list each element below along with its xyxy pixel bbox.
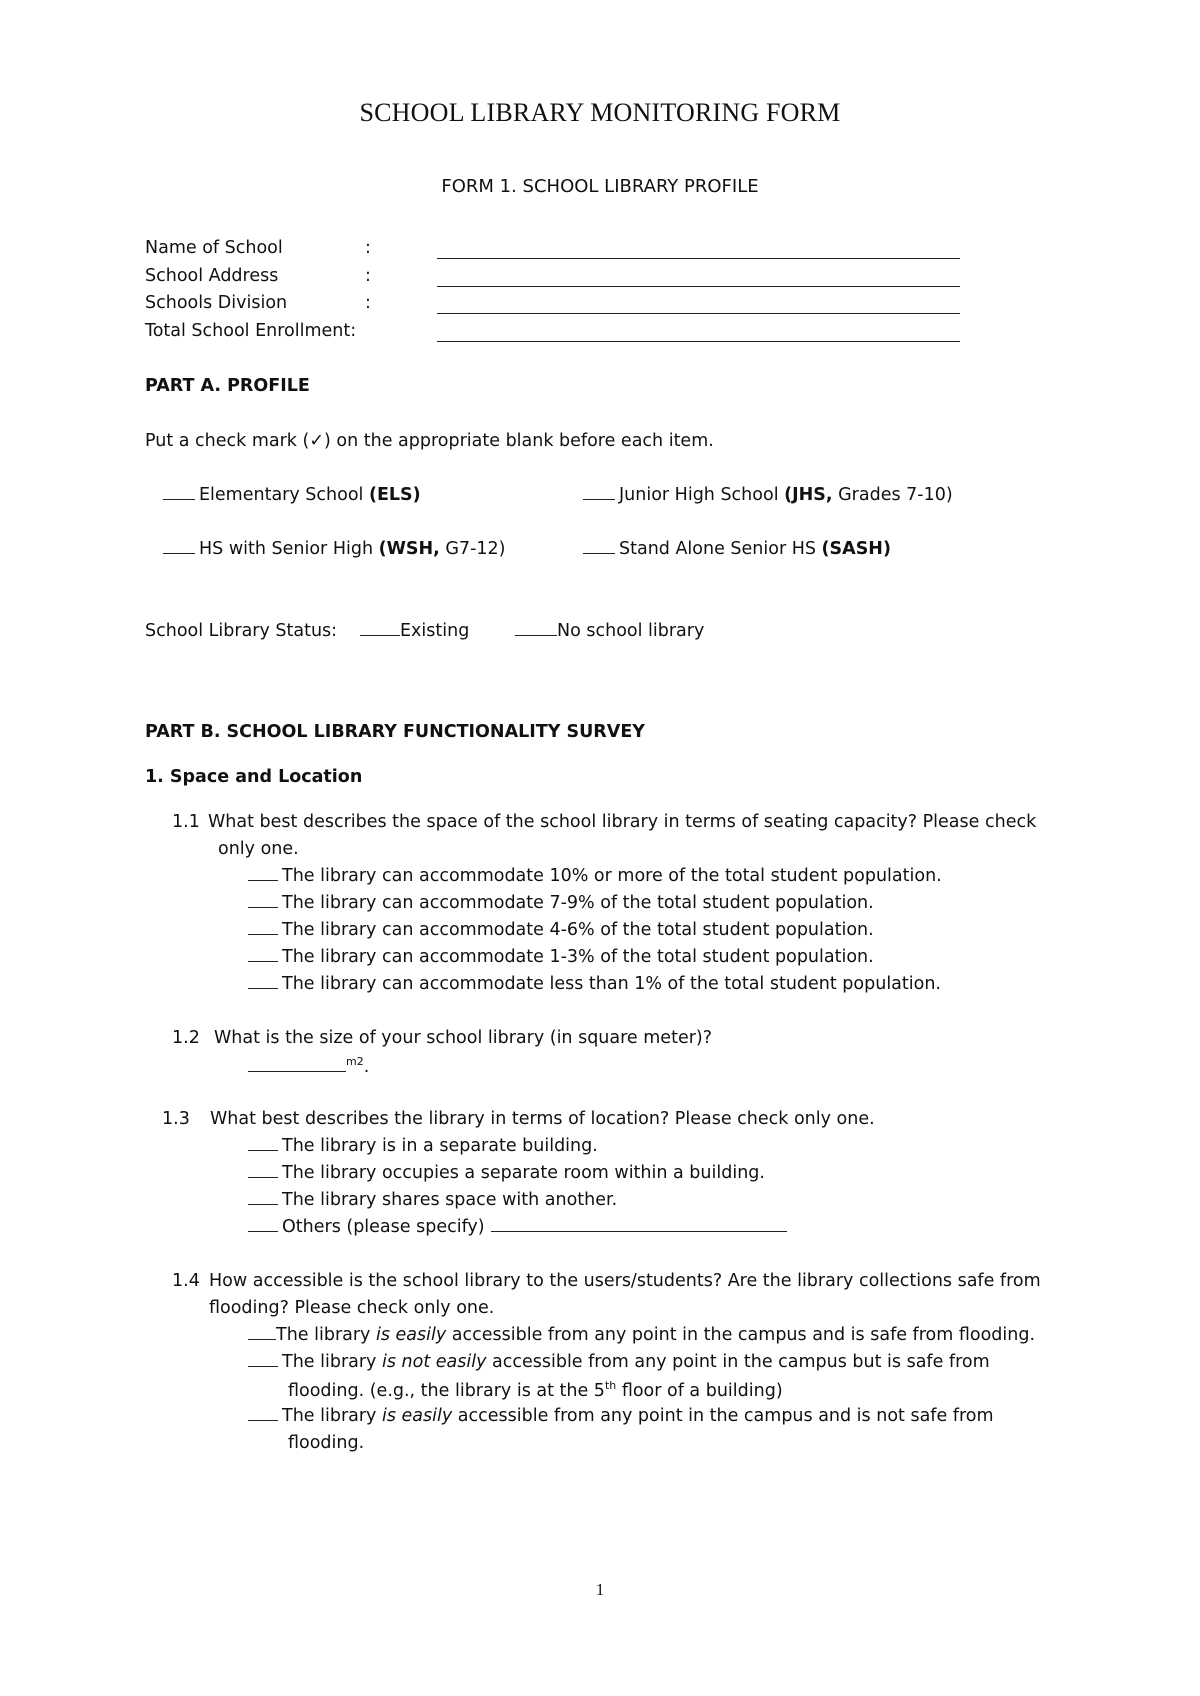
check-blank[interactable] xyxy=(163,498,195,500)
option-text: The library xyxy=(282,1352,382,1372)
specify-input-line[interactable] xyxy=(491,1230,787,1232)
part-a-heading: PART A. PROFILE xyxy=(145,376,310,396)
size-input-line[interactable] xyxy=(248,1070,346,1072)
option-text: HS with Senior High xyxy=(199,539,379,559)
check-blank[interactable] xyxy=(248,987,278,989)
q1-4-option-cont: flooding. xyxy=(288,1433,365,1453)
field-label-school-address: School Address xyxy=(145,266,279,286)
q1-3-option[interactable] xyxy=(248,1163,765,1183)
q1-1-option[interactable] xyxy=(248,974,941,994)
check-blank[interactable] xyxy=(583,552,615,554)
q1-3-option[interactable] xyxy=(248,1136,598,1156)
question-1-2-number: 1.2 xyxy=(172,1028,200,1048)
option-text: The library is in a separate building. xyxy=(282,1136,598,1156)
check-blank[interactable] xyxy=(248,1203,278,1205)
option-text: accessible from any point in the campus and is not safe from xyxy=(452,1406,994,1426)
q1-1-option[interactable] xyxy=(248,920,874,940)
question-1-1-number: 1.1 xyxy=(172,812,200,832)
school-name-input-line[interactable] xyxy=(437,258,960,259)
part-b-heading: PART B. SCHOOL LIBRARY FUNCTIONALITY SURVEY xyxy=(145,722,645,742)
question-1-3-number: 1.3 xyxy=(162,1109,190,1129)
option-abbr: (JHS, xyxy=(784,485,833,505)
check-blank[interactable] xyxy=(248,1338,276,1340)
school-type-option-els[interactable] xyxy=(163,485,421,505)
question-1-4-number: 1.4 xyxy=(172,1271,200,1291)
library-status-label: School Library Status: xyxy=(145,621,338,641)
question-1-1-text-cont: only one. xyxy=(218,839,299,859)
field-colon: : xyxy=(365,266,371,286)
check-blank[interactable] xyxy=(248,1419,278,1421)
check-blank[interactable] xyxy=(515,634,557,636)
option-text: The library can accommodate 4-6% of the total student population. xyxy=(282,920,874,940)
q1-4-option[interactable] xyxy=(248,1325,1035,1345)
enrollment-input-line[interactable] xyxy=(437,341,960,342)
school-address-input-line[interactable] xyxy=(437,286,960,287)
form-subtitle: FORM 1. SCHOOL LIBRARY PROFILE xyxy=(441,176,759,197)
option-text: Elementary School xyxy=(199,485,369,505)
option-text: floor of a building) xyxy=(616,1380,783,1401)
question-1-2-text: What is the size of your school library (in square meter)? xyxy=(214,1028,713,1048)
check-blank[interactable] xyxy=(248,879,278,881)
option-tail: Grades 7-10) xyxy=(832,485,953,505)
schools-division-input-line[interactable] xyxy=(437,313,960,314)
ordinal-suffix: th xyxy=(604,1379,617,1392)
check-blank[interactable] xyxy=(248,1365,278,1367)
option-text: The library can accommodate 10% or more of the total student population. xyxy=(282,866,942,886)
school-type-option-sash[interactable] xyxy=(583,539,891,559)
school-type-option-jhs[interactable] xyxy=(583,485,953,505)
status-existing-text: Existing xyxy=(400,621,470,641)
question-1-4-text-cont: flooding? Please check only one. xyxy=(209,1298,495,1318)
check-blank[interactable] xyxy=(248,933,278,935)
form-title: SCHOOL LIBRARY MONITORING FORM xyxy=(359,98,841,127)
check-blank[interactable] xyxy=(248,906,278,908)
page-number: 1 xyxy=(595,1580,605,1599)
check-blank[interactable] xyxy=(248,1176,278,1178)
q1-3-option[interactable] xyxy=(248,1190,617,1210)
part-a-instruction: Put a check mark (✓) on the appropriate blank before each item. xyxy=(145,431,714,451)
option-text: accessible from any point in the campus but is safe from xyxy=(486,1352,990,1372)
option-emphasis: is not easily xyxy=(381,1352,487,1372)
field-colon: : xyxy=(365,293,371,313)
check-blank[interactable] xyxy=(583,498,615,500)
option-text: The library can accommodate 1-3% of the total student population. xyxy=(282,947,874,967)
option-abbr: (WSH, xyxy=(378,539,440,559)
library-size-answer[interactable] xyxy=(248,1055,369,1077)
field-label-schools-division: Schools Division xyxy=(145,293,288,313)
option-text: The library shares space with another. xyxy=(282,1190,618,1210)
school-type-option-wsh[interactable] xyxy=(163,539,505,559)
q1-1-option[interactable] xyxy=(248,947,874,967)
question-1-1-text: What best describes the space of the school library in terms of seating capacity? Please check xyxy=(208,812,1037,832)
field-label-enrollment: Total School Enrollment: xyxy=(145,321,357,341)
check-blank[interactable] xyxy=(248,1230,278,1232)
option-text: accessible from any point in the campus and is safe from flooding. xyxy=(446,1325,1036,1345)
option-tail: G7-12) xyxy=(439,539,506,559)
option-abbr: (ELS) xyxy=(368,485,421,505)
option-text: Junior High School xyxy=(619,485,785,505)
field-label-school-name: Name of School xyxy=(145,238,283,258)
status-none-text: No school library xyxy=(557,621,705,641)
question-1-3-text: What best describes the library in terms of location? Please check only one. xyxy=(210,1109,875,1129)
q1-1-option[interactable] xyxy=(248,866,942,886)
question-1-4-text: How accessible is the school library to the users/students? Are the library collections safe from xyxy=(209,1271,1041,1291)
q1-4-option[interactable] xyxy=(248,1352,1058,1372)
option-text: The library can accommodate less than 1% of the total student population. xyxy=(282,974,941,994)
q1-1-option[interactable] xyxy=(248,893,874,913)
section-1-heading: 1. Space and Location xyxy=(145,767,363,787)
library-status-none[interactable] xyxy=(515,621,704,641)
option-text: flooding. (e.g., the library is at the 5 xyxy=(288,1380,605,1401)
field-colon: : xyxy=(365,238,371,258)
unit-label: m2 xyxy=(346,1055,364,1068)
q1-3-option-others[interactable] xyxy=(248,1217,791,1237)
option-text: The library xyxy=(282,1406,382,1426)
option-text: The library can accommodate 7-9% of the total student population. xyxy=(282,893,874,913)
q1-4-option[interactable] xyxy=(248,1406,1058,1426)
option-abbr: (SASH) xyxy=(821,539,891,559)
option-text: The library occupies a separate room within a building. xyxy=(282,1163,765,1183)
library-status-existing[interactable] xyxy=(360,621,469,641)
period: . xyxy=(363,1056,370,1077)
q1-4-option-cont xyxy=(288,1379,783,1401)
check-blank[interactable] xyxy=(248,960,278,962)
option-emphasis: is easily xyxy=(375,1325,447,1345)
option-text: Others (please specify) xyxy=(282,1217,485,1237)
option-text: Stand Alone Senior HS xyxy=(619,539,822,559)
option-text: The library xyxy=(276,1325,376,1345)
option-emphasis: is easily xyxy=(381,1406,453,1426)
check-blank[interactable] xyxy=(248,1149,278,1151)
check-blank[interactable] xyxy=(163,552,195,554)
check-blank[interactable] xyxy=(360,634,400,636)
